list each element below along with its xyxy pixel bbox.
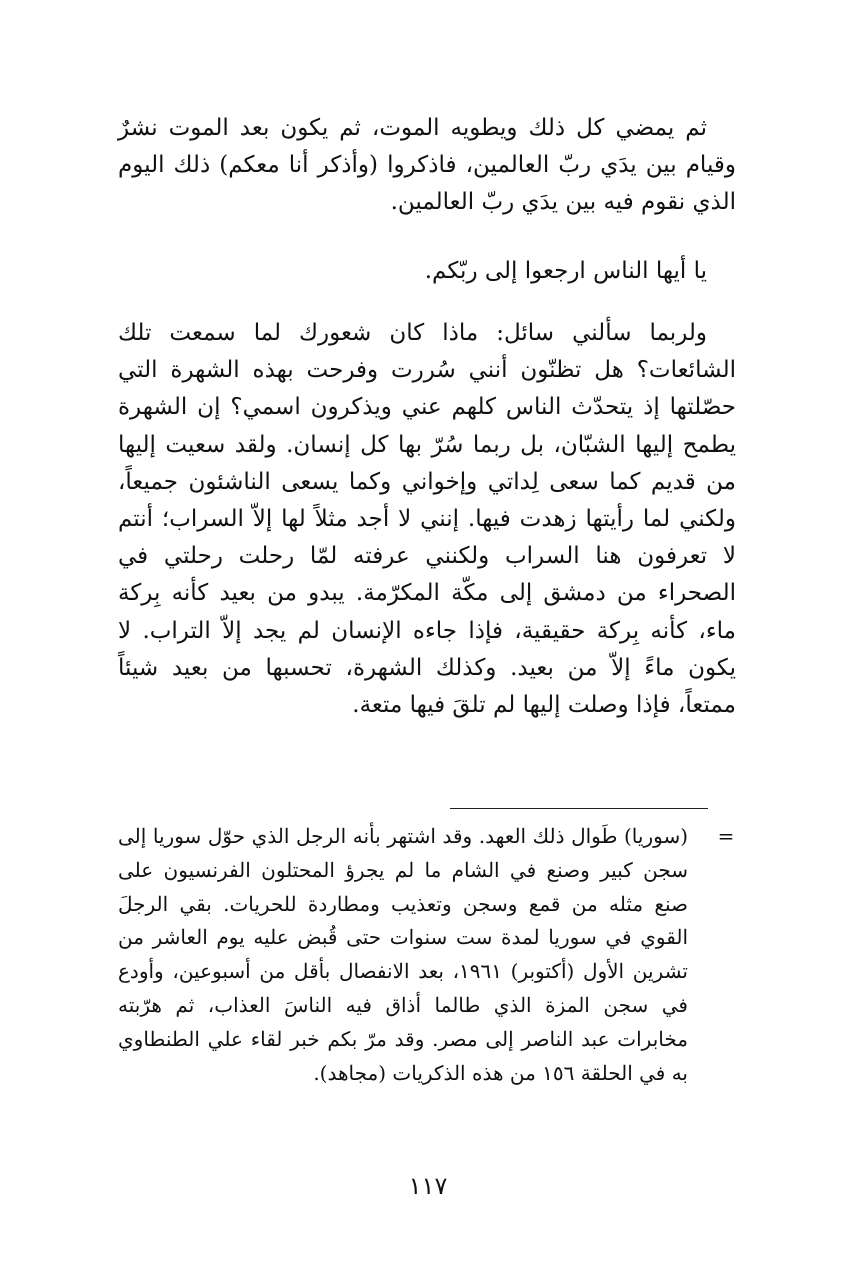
body-paragraph-1: ثم يمضي كل ذلك ويطويه الموت، ثم يكون بعد الموت نشرٌ وقيام بين يدَي ربّ العالمين، فاذكروا (وأذكر أنا معكم) ذلك اليوم الذي نقوم فيه بين يدَي ربّ العالمين. bbox=[118, 115, 736, 216]
body-paragraph-3: ولربما سألني سائل: ماذا كان شعورك لما سمعت تلك الشائعات؟ هل تظنّون أنني سُررت وفرحت بهذه الشهرة التي حصّلتها إذ يتحدّث الناس كلهم عني ويذكرون اسمي؟ إن الشهرة يطمح إليها الشبّان، بل ربما سُرّ بها كل إنسان. ولقد سعيت إليها من قديم كما سعى لِداتي وإخواني وكما يسعى الناشئون جميعاً، ولكني لما رأيتها زهدت فيها. إنني لا أجد مثلاً لها إلاّ السراب؛ أنتم لا تعرفون هنا السراب ولكنني عرفته لمّا رحلت رحلتي في الصحراء من دمشق إلى مكّة المكرّمة. يبدو من بعيد كأنه بِركة ماء، كأنه بِركة حقيقية، فإذا جاءه الإنسان لم يجد إلاّ التراب. لا يكون ماءً إلاّ من بعيد. وكذلك الشهرة، تحسبها من بعيد شيئاً ممتعاً، فإذا وصلت إليها لم تلقَ فيها متعة. bbox=[118, 320, 736, 719]
page-number: ١١٧ bbox=[408, 1172, 448, 1200]
footnote bbox=[118, 820, 736, 1090]
body-paragraph-2: يا أيها الناس ارجعوا إلى ربّكم. bbox=[424, 258, 707, 284]
footnote-continuation-marker: = bbox=[717, 824, 735, 848]
footnote-separator bbox=[450, 808, 708, 809]
footnote-text: (سوريا) طَوال ذلك العهد. وقد اشتهر بأنه الرجل الذي حوّل سوريا إلى سجن كبير وصنع في الشام ما لم يجرؤ المحتلون الفرنسيون على صنع مثله من قمع وسجن وتعذيب ومطاردة للحريات. بقي الرجلَ القوي في سوريا لمدة ست سنوات حتى قُبض عليه يوم العاشر من تشرين الأول (أكتوبر) ١٩٦١، بعد الانفصال بأقل من أسبوعين، وأودع في سجن المزة الذي طالما أذاق فيه الناسَ العذاب، ثم هرّبته مخابرات عبد الناصر إلى مصر. وقد مرّ بكم خبر لقاء علي الطنطاوي به في الحلقة ١٥٦ من هذه الذكريات (مجاهد). bbox=[118, 824, 688, 1085]
